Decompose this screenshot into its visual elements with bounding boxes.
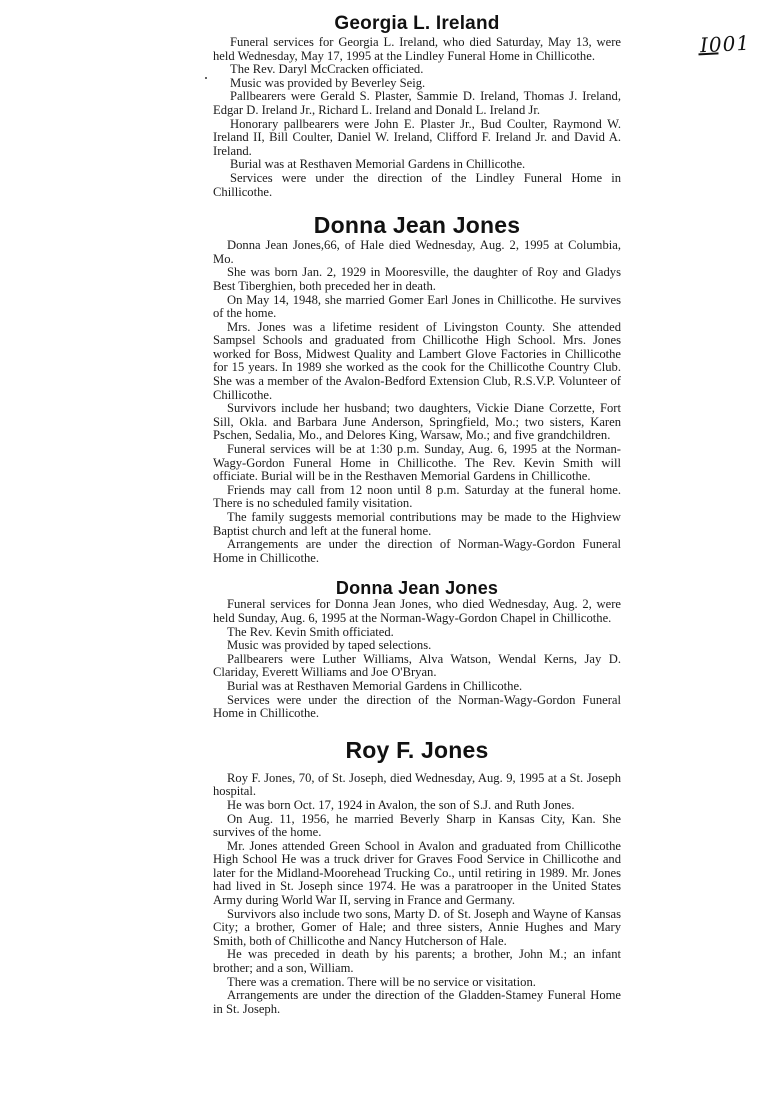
obituary-body [213,239,621,565]
paragraph: On Aug. 11, 1956, he married Beverly Sharp in Kansas City, Kan. She survives of the home. [213,811,621,840]
obituary-heading: Donna Jean Jones [313,212,521,239]
paragraph: Burial was at Resthaven Memorial Gardens in Chillicothe. [230,157,526,172]
obituary-heading: Georgia L. Ireland [334,13,500,34]
handwritten-file-code: I001 [699,30,751,58]
paragraph: Funeral services for Donna Jean Jones, who died Wednesday, Aug. 2, were held Sunday, Aug. 6, 1995 at the Norman-Wagy-Gordon Chapel in Chillicothe. [213,597,621,625]
paragraph: Arrangements are under the direction of the Gladden-Stamey Funeral Home in St. Joseph. [213,988,621,1016]
obituary-donna-jones-services [213,578,621,720]
paragraph: He was preceded in death by his parents; a brother, John M.; an infant brother; and a son, William. [213,947,621,976]
paragraph: The Rev. Daryl McCracken officiated. [230,62,424,77]
paragraph: He was born Oct. 17, 1924 in Avalon, the son of S.J. and Ruth Jones. [227,797,575,812]
obituary-body [213,36,621,199]
paragraph: Mr. Jones attended Green School in Avalon and graduated from Chillicothe High School He was a truck driver for Graves Food Service in Chillicothe and later for the Midland-Moorehead Trucking Co., until retiring in 1989. Mr. Jones had lived in St. Joseph since 1974. He was a paratrooper in the United States Army during World War II, serving in France and Germany. [213,838,621,908]
paragraph: Music was provided by Beverley Seig. [230,75,426,90]
paragraph: Arrangements are under the direction of Norman-Wagy-Gordon Funeral Home in Chillicothe. [213,537,621,565]
paragraph: Donna Jean Jones,66, of Hale died Wednesday, Aug. 2, 1995 at Columbia, Mo. [213,238,621,266]
obituary-georgia-ireland [213,12,621,199]
paragraph: Mrs. Jones was a lifetime resident of Livingston County. She attended Sampsel Schools and graduated from Chillicothe High School. Mrs. Jones worked for Boss, Midwest Quality and Lambert Glove Factories in Chillicothe for 15 years. In 1989 she worked as the cook for the Chillicothe Country Club. She was a member of the Avalon-Bedford Extension Club, R.S.V.P. Volunteer of Chillicothe. [213,319,621,402]
obituary-body [213,772,621,1017]
paragraph: Friends may call from 12 noon until 8 p.m. Saturday at the funeral home. There is no scheduled family visitation. [213,482,621,511]
paragraph: Pallbearers were Luther Williams, Alva Watson, Wendal Kerns, Jay D. Clariday, Everett Williams and Joe O'Bryan. [213,651,621,680]
paragraph: Burial was at Resthaven Memorial Gardens in Chillicothe. [227,678,523,693]
paragraph: There was a cremation. There will be no service or visitation. [227,974,536,989]
obituary-donna-jones [213,211,621,565]
scan-speck [205,77,207,79]
paragraph: She was born Jan. 2, 1929 in Mooresville, the daughter of Roy and Gladys Best Tiberghien, both preceded her in death. [213,265,621,293]
obituary-roy-jones [213,736,621,1017]
obituary-heading: Roy F. Jones [345,736,489,763]
paragraph: Pallbearers were Gerald S. Plaster, Sammie D. Ireland, Thomas J. Ireland, Edgar D. Ireland Jr., Richard L. Ireland and Donald L. Ireland Jr. [213,89,621,117]
paragraph: Services were under the direction of the Norman-Wagy-Gordon Funeral Home in Chillicothe. [213,692,621,721]
obituary-page [213,12,621,1016]
paragraph: Honorary pallbearers were John E. Plaster Jr., Bud Coulter, Raymond W. Ireland II, Bill Coulter, Daniel W. Ireland, Clifford F. Ireland Jr. and David A. Ireland. [213,116,621,158]
paragraph: Funeral services will be at 1:30 p.m. Sunday, Aug. 6, 1995 at the Norman-Wagy-Gordon Funeral Home in Chillicothe. The Rev. Kevin Smith will officiate. Burial will be in the Resthaven Memorial Gardens in Chillicothe. [213,442,621,484]
paragraph: Services were under the direction of the Lindley Funeral Home in Chillicothe. [213,170,621,199]
paragraph: On May 14, 1948, she married Gomer Earl Jones in Chillicothe. He survives of the home. [213,292,621,321]
paragraph: Survivors include her husband; two daughters, Vickie Diane Corzette, Fort Sill, Okla. and Barbara June Anderson, Springfield, Mo.; two sisters, Karen Pschen, Sedalia, Mo., and Delores King, Warsaw, Mo.; and five grandchildren. [213,401,621,443]
paragraph: Music was provided by taped selections. [227,638,432,653]
paragraph: The Rev. Kevin Smith officiated. [227,624,394,639]
paragraph: Survivors also include two sons, Marty D. of St. Joseph and Wayne of Kansas City; a brother, Gomer of Hale; and three sisters, Annie Hughes and Mary Smith, both of Chillicothe and Nancy Hutcherson of Hale. [213,906,621,948]
obituary-body [213,598,621,720]
obituary-heading: Donna Jean Jones [335,578,499,599]
paragraph: Roy F. Jones, 70, of St. Joseph, died Wednesday, Aug. 9, 1995 at a St. Joseph hospital. [213,770,621,799]
paragraph: The family suggests memorial contributions may be made to the Highview Baptist church and left at the funeral home. [213,510,621,538]
paragraph: Funeral services for Georgia L. Ireland, who died Saturday, May 13, were held Wednesday, May 17, 1995 at the Lindley Funeral Home in Chillicothe. [213,35,621,63]
